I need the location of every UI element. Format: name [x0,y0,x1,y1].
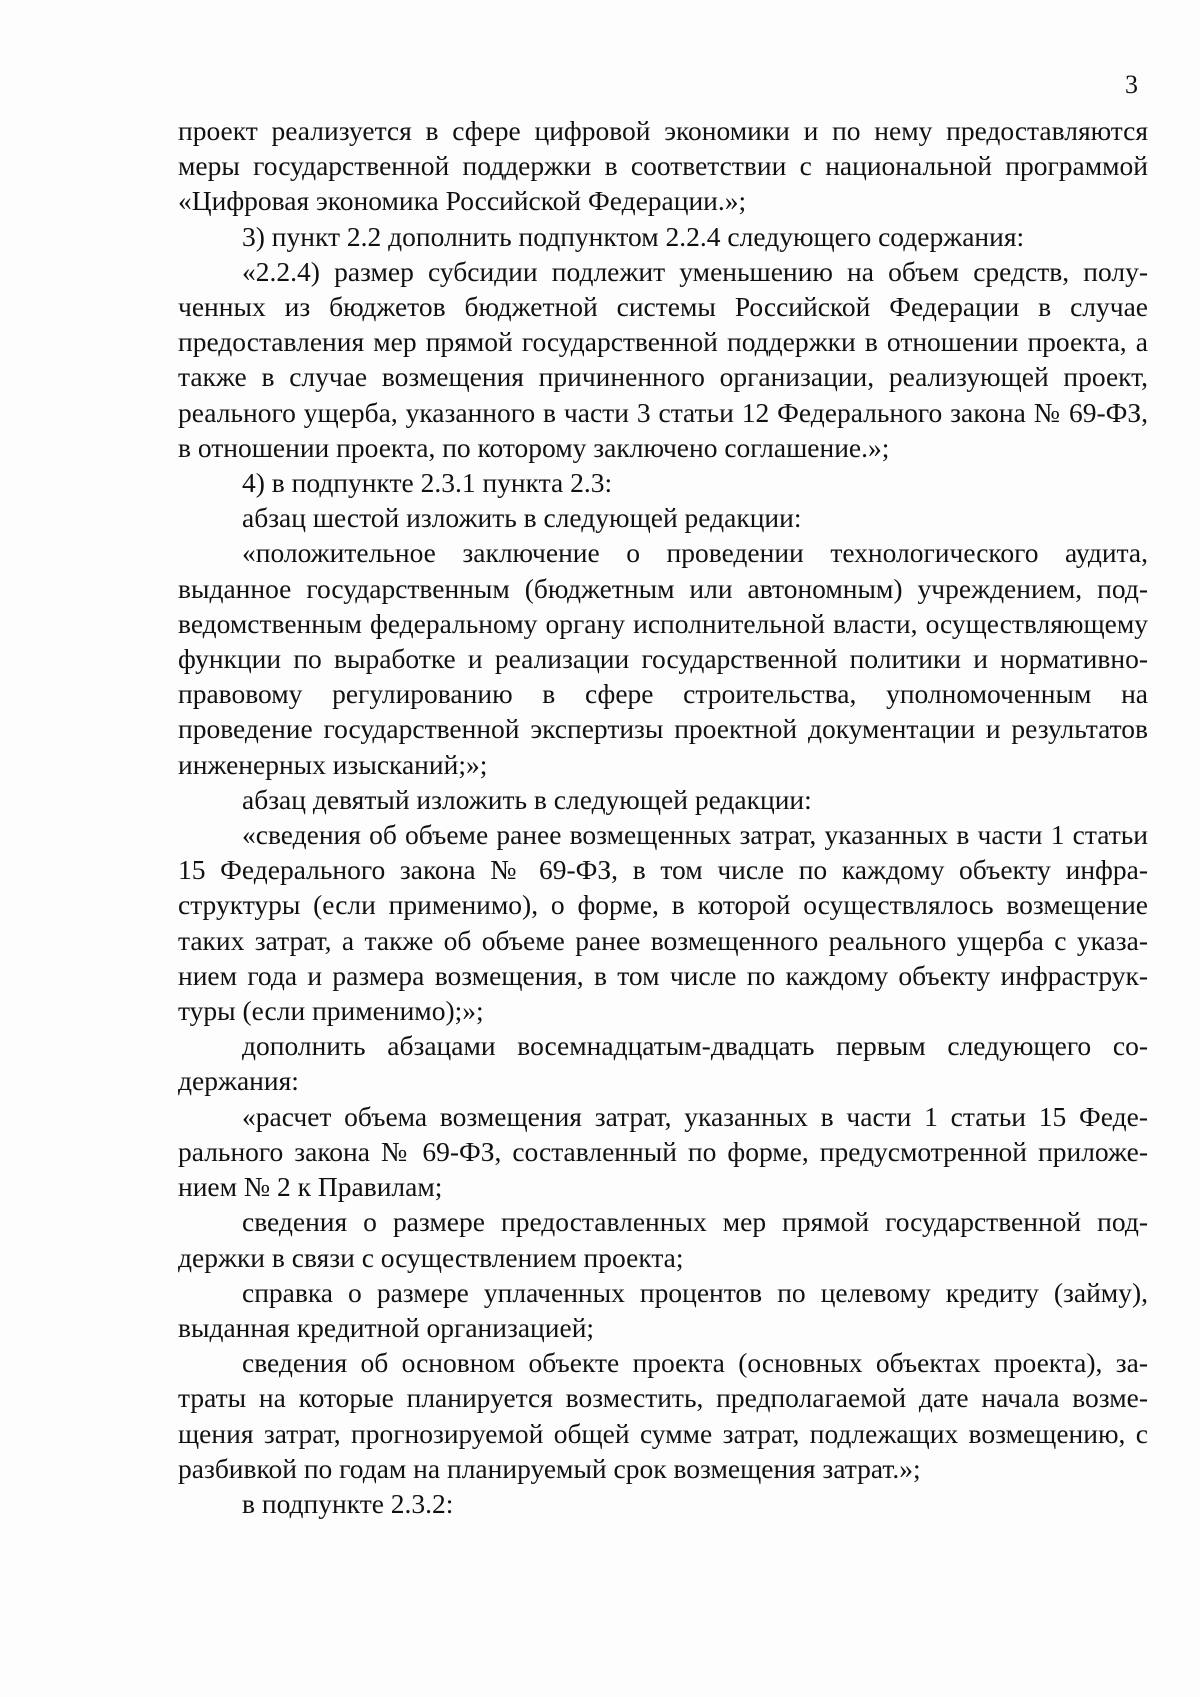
document-body [178,113,1148,1521]
paragraph-10: «расчет объема возмещения затрат, указанных в части 1 статьи 15 Федерального закона № 69-ФЗ, составленный по форме, предусмотренной приложением № 2 к Правилам; [178,1100,1148,1203]
paragraph-9: дополнить абзацами восемнадцатым-двадцать первым следующего содержания: [178,1030,1148,1097]
paragraph-5: абзац шестой изложить в следующей редакции: [242,502,802,534]
paragraph-12: справка о размере уплаченных процентов по целевому кредиту (займу), выданная кредитной организацией; [178,1276,1148,1343]
paragraph-11: сведения о размере предоставленных мер прямой государственной поддержки в связи с осуществлением проекта; [178,1206,1148,1273]
paragraph-1: проект реализуется в сфере цифровой экономики и по нему предоставляются меры государственной поддержки в соответствии с национальной программой «Цифровая экономика Российской Федерации.»; [178,115,1148,217]
paragraph-14: в подпункте 2.3.2: [242,1487,454,1519]
paragraph-3: «2.2.4) размер субсидии подлежит уменьшению на объем средств, полученных из бюджетов бюджетной системы Российской Федерации в случае предоставления мер прямой государственной поддержки в отношении проекта, а также в случае возмещения причиненного организации, реализующей проект, реального ущерба, указанного в части 3 статьи 12 Федерального закона № 69-ФЗ, в отношении проекта, по которому заключено соглашение.»; [178,255,1148,463]
paragraph-13: сведения об основном объекте проекта (основных объектах проекта), затраты на которые планируется возместить, предполагаемой дате начала возмещения затрат, прогнозируемой общей сумме затрат, подлежащих возмещению, с разбивкой по годам на планируемый срок возмещения затрат.»; [178,1347,1148,1484]
paragraph-4: 4) в подпункте 2.3.1 пункта 2.3: [242,467,613,499]
paragraph-8: «сведения об объеме ранее возмещенных затрат, указанных в части 1 статьи 15 Федерального закона № 69-ФЗ, в том числе по каждому объекту инфраструктуры (если применимо), о форме, в которой осуществлялось возмещение таких затрат, а также об объеме ранее возмещенного реального ущерба с указанием года и размера возмещения, в том числе по каждому объекту инфраструктуры (если применимо);»; [178,819,1148,1027]
paragraph-2: 3) пункт 2.2 дополнить подпунктом 2.2.4 следующего содержания: [242,220,1025,252]
paragraph-7: абзац девятый изложить в следующей редакции: [242,783,812,815]
paragraph-6: «положительное заключение о проведении технологического аудита, выданное государственным (бюджетным или автономным) учреждением, подведомственным федеральному органу исполнительной власти, осуществляющему функции по выработке и реализации государственной политики и нормативно-правовому регулированию в сфере строительства, уполномоченным на проведение государственной экспертизы проектной документации и результатов инженерных изысканий;»; [178,537,1148,780]
page-number: 3 [1125,70,1138,99]
